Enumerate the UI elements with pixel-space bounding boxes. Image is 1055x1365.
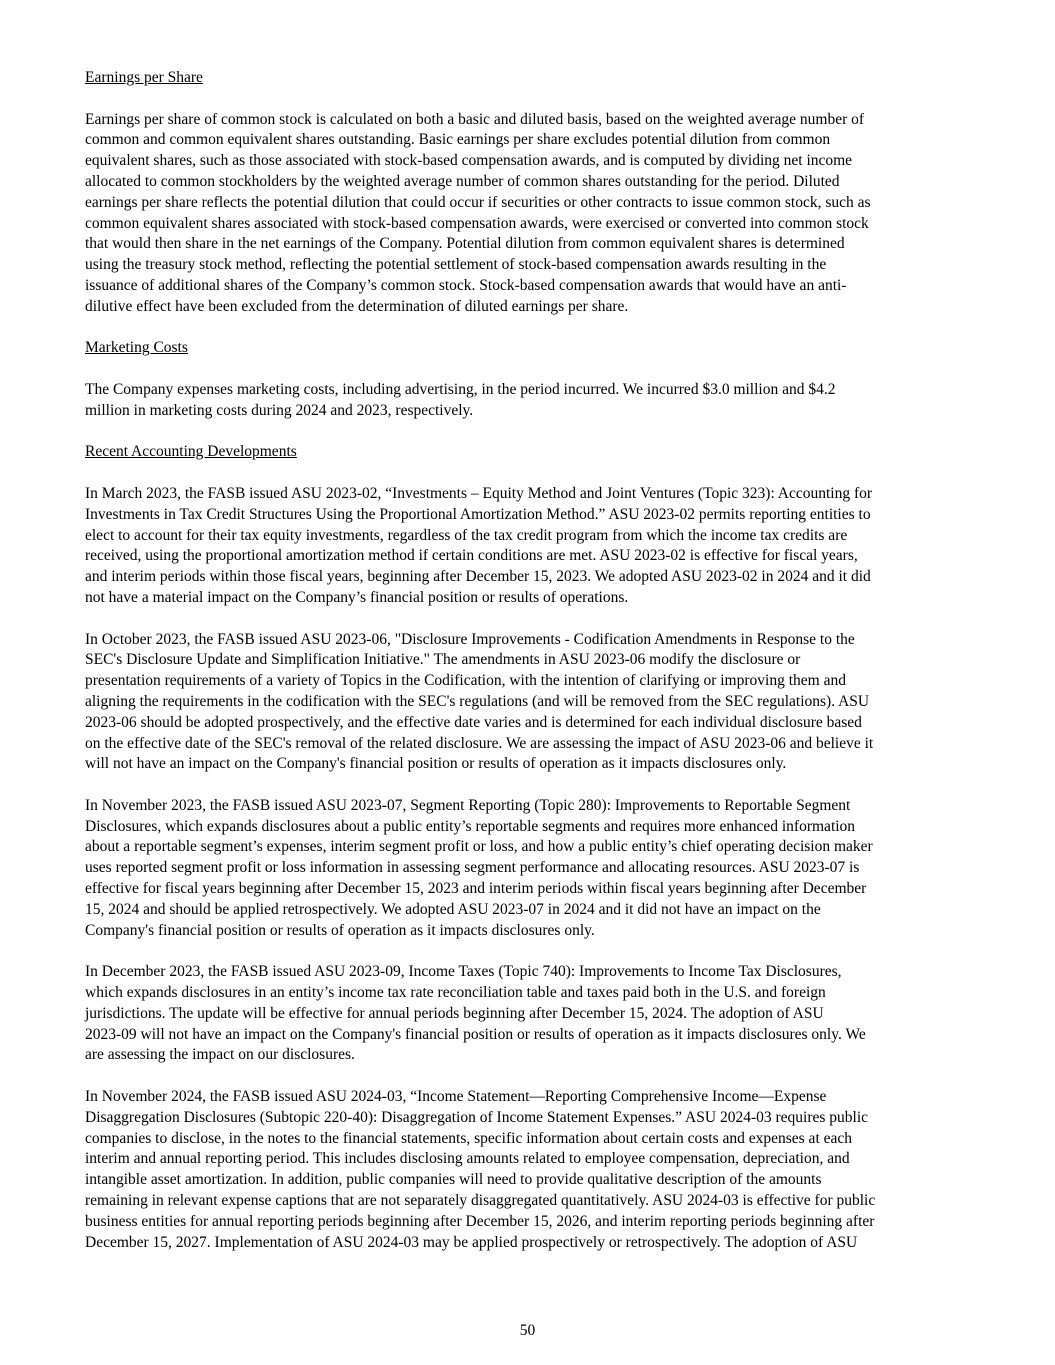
text-line: business entities for annual reporting periods beginning after December 15, 2026, and interim reporting periods beginning after — [85, 1212, 875, 1230]
text-line: elect to account for their tax equity investments, regardless of the tax credit program from which the income tax credits are — [85, 526, 848, 544]
text-line: Earnings per share of common stock is calculated on both a basic and diluted basis, based on the weighted average number of — [85, 110, 865, 128]
text-line: common equivalent shares associated with stock-based compensation awards, were exercised or converted into common stock — [85, 214, 869, 232]
text-line: Disaggregation Disclosures (Subtopic 220-40): Disaggregation of Income Statement Expenses.” ASU 2024-03 requires public — [85, 1108, 869, 1126]
section-heading-recent-accounting-developments: Recent Accounting Developments — [85, 443, 297, 461]
paragraph-asu-2023-09 — [85, 962, 969, 1066]
text-line: In March 2023, the FASB issued ASU 2023-02, “Investments – Equity Method and Joint Ventures (Topic 323): Accounting for — [85, 484, 873, 502]
text-line: and interim periods within those fiscal years, beginning after December 15, 2023. We adopted ASU 2023-02 in 2024 and it did — [85, 568, 871, 586]
text-line: jurisdictions. The update will be effective for annual periods beginning after December 15, 2024. The adoption of ASU — [85, 1004, 824, 1022]
text-line: which expands disclosures in an entity’s income tax rate reconciliation table and taxes paid both in the U.S. and foreign — [85, 984, 826, 1002]
section-heading-marketing-costs: Marketing Costs — [85, 339, 188, 357]
text-line: In October 2023, the FASB issued ASU 2023-06, "Disclosure Improvements - Codification Amendments in Response to the — [85, 630, 855, 648]
text-line: allocated to common stockholders by the weighted average number of common shares outstanding for the period. Diluted — [85, 172, 840, 190]
text-line: In November 2024, the FASB issued ASU 2024-03, “Income Statement—Reporting Comprehensive Income—Expense — [85, 1088, 827, 1106]
paragraph-asu-2024-03 — [85, 1087, 969, 1253]
paragraph-earnings-per-share — [85, 110, 969, 318]
text-line: 2023-09 will not have an impact on the Company's financial position or results of operation as it impacts disclosures only. We — [85, 1025, 866, 1043]
page-number: 50 — [519, 1322, 536, 1339]
document-page — [85, 68, 969, 1274]
text-line: In November 2023, the FASB issued ASU 2023-07, Segment Reporting (Topic 280): Improvements to Reportable Segment — [85, 796, 851, 814]
text-line: Investments in Tax Credit Structures Using the Proportional Amortization Method.” ASU 2023-02 permits reporting entities to — [85, 505, 871, 523]
text-line: SEC's Disclosure Update and Simplification Initiative." The amendments in ASU 2023-06 modify the disclosure or — [85, 651, 801, 669]
paragraph-marketing-costs — [85, 380, 969, 422]
text-line: 2023-06 should be adopted prospectively, and the effective date varies and is determined for each individual disclosure based — [85, 713, 862, 731]
text-line: dilutive effect have been excluded from the determination of diluted earnings per share. — [85, 297, 629, 315]
text-line: In December 2023, the FASB issued ASU 2023-09, Income Taxes (Topic 740): Improvements to Income Tax Disclosures, — [85, 963, 842, 981]
text-line: million in marketing costs during 2024 and 2023, respectively. — [85, 401, 474, 419]
paragraph-asu-2023-06 — [85, 630, 969, 776]
text-line: common and common equivalent shares outstanding. Basic earnings per share excludes potential dilution from common — [85, 131, 831, 149]
text-line: about a reportable segment’s expenses, interim segment profit or loss, and how a public entity’s chief operating decision maker — [85, 838, 873, 856]
text-line: issuance of additional shares of the Company’s common stock. Stock-based compensation awards that would have an anti- — [85, 276, 847, 294]
text-line: uses reported segment profit or loss information in assessing segment performance and allocating resources. ASU 2023-07 is — [85, 859, 860, 877]
text-line: using the treasury stock method, reflecting the potential settlement of stock-based compensation awards resulting in the — [85, 256, 827, 274]
text-line: are assessing the impact on our disclosures. — [85, 1046, 355, 1064]
text-line: equivalent shares, such as those associated with stock-based compensation awards, and is computed by dividing net income — [85, 152, 853, 170]
paragraph-asu-2023-07 — [85, 796, 969, 942]
paragraph-asu-2023-02 — [85, 484, 969, 609]
text-line: that would then share in the net earnings of the Company. Potential dilution from common equivalent shares is determined — [85, 235, 845, 253]
text-line: Disclosures, which expands disclosures about a public entity’s reportable segments and requires more enhanced information — [85, 817, 856, 835]
section-heading-earnings-per-share: Earnings per Share — [85, 69, 203, 86]
text-line: December 15, 2027. Implementation of ASU 2024-03 may be applied prospectively or retrospectively. The adoption of ASU — [85, 1233, 858, 1251]
text-line: will not have an impact on the Company's financial position or results of operation as it impacts disclosures only. — [85, 755, 787, 773]
text-line: effective for fiscal years beginning after December 15, 2023 and interim periods within fiscal years beginning after December — [85, 880, 867, 898]
text-line: interim and annual reporting period. This includes disclosing amounts related to employee compensation, depreciation, and — [85, 1150, 850, 1168]
text-line: not have a material impact on the Company’s financial position or results of operations. — [85, 588, 629, 606]
text-line: companies to disclose, in the notes to the financial statements, specific information about certain costs and expenses at each — [85, 1129, 853, 1147]
text-line: earnings per share reflects the potential dilution that could occur if securities or other contracts to issue common stock, such as — [85, 193, 871, 211]
text-line: on the effective date of the SEC's removal of the related disclosure. We are assessing the impact of ASU 2023-06 and believe it — [85, 734, 874, 752]
text-line: intangible asset amortization. In addition, public companies will need to provide qualitative description of the amounts — [85, 1171, 822, 1189]
text-line: presentation requirements of a variety of Topics in the Codification, with the intention of clarifying or improving them and — [85, 672, 846, 690]
text-line: 15, 2024 and should be applied retrospectively. We adopted ASU 2023-07 in 2024 and it did not have an impact on the — [85, 900, 821, 918]
text-line: received, using the proportional amortization method if certain conditions are met. ASU 2023-02 is effective for fiscal years, — [85, 547, 858, 565]
text-line: aligning the requirements in the codification with the SEC's regulations (and will be removed from the SEC regulations). ASU — [85, 692, 870, 710]
text-line: Company's financial position or results of operation as it impacts disclosures only. — [85, 921, 595, 939]
text-line: The Company expenses marketing costs, including advertising, in the period incurred. We incurred $3.0 million and $4.2 — [85, 380, 836, 398]
text-line: remaining in relevant expense captions that are not separately disaggregated quantitatively. ASU 2024-03 is effective for public — [85, 1192, 876, 1210]
